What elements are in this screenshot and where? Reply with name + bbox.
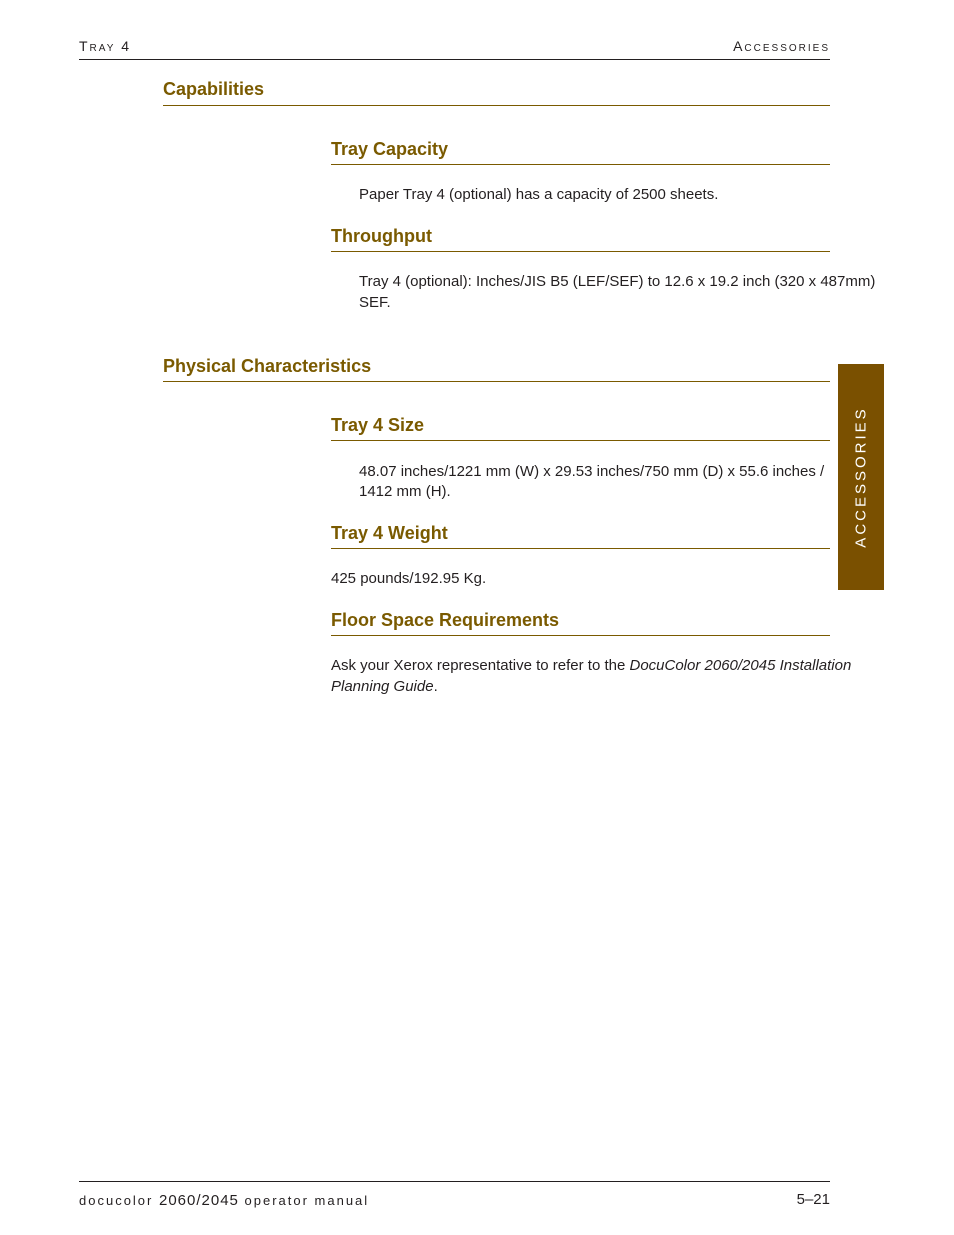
floor-space-text-line2 — [331, 676, 438, 697]
floor-space-rule — [331, 635, 830, 636]
floor-space-guide-title-part1: DocuColor 2060/2045 Installation — [629, 657, 852, 674]
floor-space-heading: Floor Space Requirements — [331, 610, 560, 630]
header-rule — [79, 59, 830, 60]
tray-capacity-text: Paper Tray 4 (optional) has a capacity of 2500 sheets. — [359, 186, 719, 203]
floor-space-text-prefix: Ask your Xerox representative to refer to the — [331, 657, 630, 674]
floor-space-text-suffix: . — [433, 678, 438, 695]
accessories-side-tab — [838, 364, 884, 590]
throughput-rule — [331, 251, 830, 252]
running-header-left: Tray 4 — [79, 38, 132, 54]
tray4-weight-heading: Tray 4 Weight — [331, 523, 448, 543]
footer-brand: docucolor — [79, 1193, 159, 1208]
footer-manual-type: operator manual — [238, 1193, 370, 1208]
physical-characteristics-heading: Physical Characteristics — [163, 356, 372, 376]
running-header-right: Accessories — [733, 38, 830, 54]
tray-capacity-heading: Tray Capacity — [331, 139, 449, 159]
tray4-size-text-line2: 1412 mm (H). — [359, 483, 451, 500]
physical-characteristics-rule — [163, 381, 830, 382]
floor-space-text-line1 — [331, 655, 851, 676]
tray4-weight-text: 425 pounds/192.95 Kg. — [331, 570, 487, 587]
tray4-weight-rule — [331, 548, 830, 549]
tray-capacity-rule — [331, 164, 830, 165]
page-number: 5–21 — [796, 1191, 830, 1208]
footer-model: 2060/2045 — [158, 1192, 239, 1209]
side-tab-label: ACCESSORIES — [852, 406, 870, 548]
footer-manual-title — [79, 1192, 369, 1209]
floor-space-guide-title-part2: Planning Guide — [331, 678, 434, 695]
throughput-text-line2: SEF. — [359, 294, 391, 311]
tray4-size-rule — [331, 440, 830, 441]
tray4-size-heading: Tray 4 Size — [331, 415, 425, 435]
throughput-text-line1: Tray 4 (optional): Inches/JIS B5 (LEF/SEF) to 12.6 x 19.2 inch (320 x 487mm) — [359, 273, 876, 290]
capabilities-rule — [163, 105, 830, 106]
capabilities-heading: Capabilities — [163, 79, 265, 99]
throughput-heading: Throughput — [331, 226, 432, 246]
tray4-size-text-line1: 48.07 inches/1221 mm (W) x 29.53 inches/750 mm (D) x 55.6 inches / — [359, 463, 825, 480]
footer-rule — [79, 1181, 830, 1182]
